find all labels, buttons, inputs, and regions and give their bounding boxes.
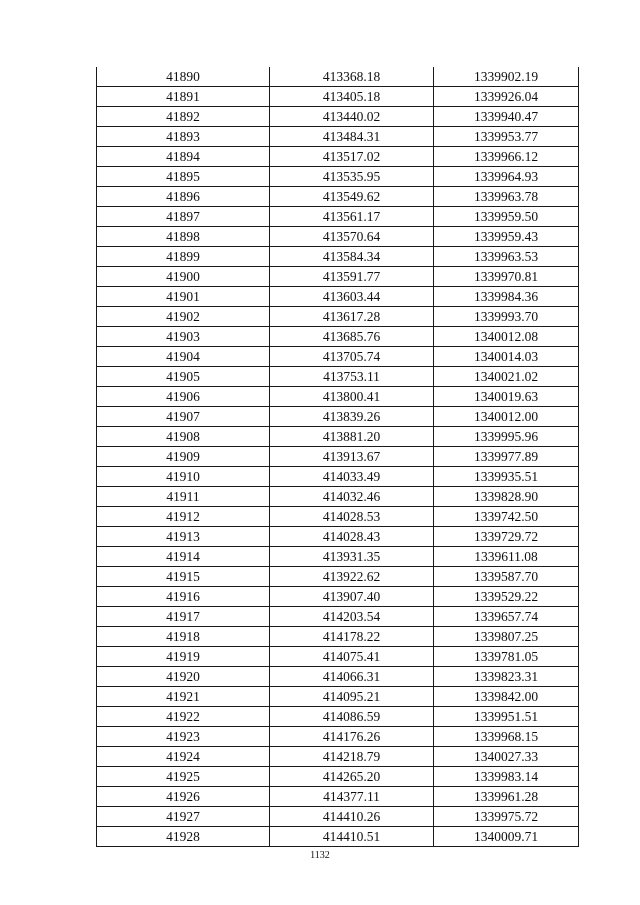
point-id-cell: 41892: [97, 107, 270, 127]
table-row: [97, 467, 579, 487]
table-row: [97, 827, 579, 847]
x-coordinate-cell: 413839.26: [270, 407, 434, 427]
y-coordinate-cell: 1339657.74: [434, 607, 579, 627]
x-coordinate-cell: 414203.54: [270, 607, 434, 627]
table-row: [97, 207, 579, 227]
y-coordinate-cell: 1339959.50: [434, 207, 579, 227]
x-coordinate-cell: 414028.43: [270, 527, 434, 547]
point-id-cell: 41907: [97, 407, 270, 427]
table-row: [97, 487, 579, 507]
table-row: [97, 87, 579, 107]
table-row: [97, 607, 579, 627]
point-id-cell: 41902: [97, 307, 270, 327]
x-coordinate-cell: 413368.18: [270, 67, 434, 87]
point-id-cell: 41924: [97, 747, 270, 767]
y-coordinate-cell: 1340012.08: [434, 327, 579, 347]
x-coordinate-cell: 413800.41: [270, 387, 434, 407]
table-row: [97, 287, 579, 307]
x-coordinate-cell: 414032.46: [270, 487, 434, 507]
x-coordinate-cell: 414410.51: [270, 827, 434, 847]
point-id-cell: 41900: [97, 267, 270, 287]
point-id-cell: 41913: [97, 527, 270, 547]
x-coordinate-cell: 413591.77: [270, 267, 434, 287]
table-row: [97, 527, 579, 547]
table-row: [97, 747, 579, 767]
table-row: [97, 127, 579, 147]
point-id-cell: 41928: [97, 827, 270, 847]
y-coordinate-cell: 1339983.14: [434, 767, 579, 787]
x-coordinate-cell: 413617.28: [270, 307, 434, 327]
point-id-cell: 41918: [97, 627, 270, 647]
x-coordinate-cell: 414086.59: [270, 707, 434, 727]
table-row: [97, 307, 579, 327]
y-coordinate-cell: 1340019.63: [434, 387, 579, 407]
y-coordinate-cell: 1339959.43: [434, 227, 579, 247]
table-row: [97, 447, 579, 467]
x-coordinate-cell: 413753.11: [270, 367, 434, 387]
x-coordinate-cell: 413535.95: [270, 167, 434, 187]
x-coordinate-cell: 414028.53: [270, 507, 434, 527]
table-row: [97, 647, 579, 667]
point-id-cell: 41906: [97, 387, 270, 407]
point-id-cell: 41927: [97, 807, 270, 827]
point-id-cell: 41898: [97, 227, 270, 247]
y-coordinate-cell: 1339781.05: [434, 647, 579, 667]
table-row: [97, 187, 579, 207]
y-coordinate-cell: 1339963.53: [434, 247, 579, 267]
point-id-cell: 41911: [97, 487, 270, 507]
table-row: [97, 807, 579, 827]
x-coordinate-cell: 413484.31: [270, 127, 434, 147]
point-id-cell: 41921: [97, 687, 270, 707]
point-id-cell: 41904: [97, 347, 270, 367]
y-coordinate-cell: 1339968.15: [434, 727, 579, 747]
x-coordinate-cell: 413561.17: [270, 207, 434, 227]
point-id-cell: 41896: [97, 187, 270, 207]
y-coordinate-cell: 1339966.12: [434, 147, 579, 167]
page-number: 1132: [310, 850, 330, 861]
table-row: [97, 627, 579, 647]
y-coordinate-cell: 1339587.70: [434, 567, 579, 587]
x-coordinate-cell: 414265.20: [270, 767, 434, 787]
y-coordinate-cell: 1339975.72: [434, 807, 579, 827]
y-coordinate-cell: 1339529.22: [434, 587, 579, 607]
table-row: [97, 767, 579, 787]
table-row: [97, 267, 579, 287]
x-coordinate-cell: 414410.26: [270, 807, 434, 827]
point-id-cell: 41909: [97, 447, 270, 467]
table-row: [97, 427, 579, 447]
point-id-cell: 41899: [97, 247, 270, 267]
table-row: [97, 327, 579, 347]
y-coordinate-cell: 1340009.71: [434, 827, 579, 847]
table-row: [97, 547, 579, 567]
y-coordinate-cell: 1340012.00: [434, 407, 579, 427]
x-coordinate-cell: 413881.20: [270, 427, 434, 447]
coordinate-table-body: [97, 67, 579, 847]
table-row: [97, 507, 579, 527]
y-coordinate-cell: 1339926.04: [434, 87, 579, 107]
y-coordinate-cell: 1339964.93: [434, 167, 579, 187]
table-row: [97, 227, 579, 247]
x-coordinate-cell: 413931.35: [270, 547, 434, 567]
point-id-cell: 41897: [97, 207, 270, 227]
point-id-cell: 41912: [97, 507, 270, 527]
table-row: [97, 567, 579, 587]
x-coordinate-cell: 413405.18: [270, 87, 434, 107]
x-coordinate-cell: 414095.21: [270, 687, 434, 707]
point-id-cell: 41915: [97, 567, 270, 587]
table-row: [97, 727, 579, 747]
x-coordinate-cell: 413517.02: [270, 147, 434, 167]
point-id-cell: 41922: [97, 707, 270, 727]
table-row: [97, 587, 579, 607]
y-coordinate-cell: 1339729.72: [434, 527, 579, 547]
x-coordinate-cell: 413922.62: [270, 567, 434, 587]
x-coordinate-cell: 413440.02: [270, 107, 434, 127]
x-coordinate-cell: 413584.34: [270, 247, 434, 267]
y-coordinate-cell: 1339611.08: [434, 547, 579, 567]
y-coordinate-cell: 1339935.51: [434, 467, 579, 487]
table-row: [97, 707, 579, 727]
point-id-cell: 41903: [97, 327, 270, 347]
x-coordinate-cell: 413603.44: [270, 287, 434, 307]
table-row: [97, 347, 579, 367]
point-id-cell: 41914: [97, 547, 270, 567]
y-coordinate-cell: 1339951.51: [434, 707, 579, 727]
y-coordinate-cell: 1339977.89: [434, 447, 579, 467]
y-coordinate-cell: 1339970.81: [434, 267, 579, 287]
table-row: [97, 167, 579, 187]
point-id-cell: 41920: [97, 667, 270, 687]
x-coordinate-cell: 413705.74: [270, 347, 434, 367]
x-coordinate-cell: 413907.40: [270, 587, 434, 607]
y-coordinate-cell: 1339842.00: [434, 687, 579, 707]
point-id-cell: 41905: [97, 367, 270, 387]
table-row: [97, 247, 579, 267]
y-coordinate-cell: 1339993.70: [434, 307, 579, 327]
x-coordinate-cell: 414033.49: [270, 467, 434, 487]
x-coordinate-cell: 414178.22: [270, 627, 434, 647]
y-coordinate-cell: 1339902.19: [434, 67, 579, 87]
y-coordinate-cell: 1339963.78: [434, 187, 579, 207]
x-coordinate-cell: 413913.67: [270, 447, 434, 467]
y-coordinate-cell: 1339940.47: [434, 107, 579, 127]
point-id-cell: 41916: [97, 587, 270, 607]
point-id-cell: 41926: [97, 787, 270, 807]
point-id-cell: 41925: [97, 767, 270, 787]
y-coordinate-cell: 1339807.25: [434, 627, 579, 647]
y-coordinate-cell: 1339961.28: [434, 787, 579, 807]
point-id-cell: 41891: [97, 87, 270, 107]
y-coordinate-cell: 1339995.96: [434, 427, 579, 447]
table-row: [97, 387, 579, 407]
y-coordinate-cell: 1339828.90: [434, 487, 579, 507]
x-coordinate-cell: 414218.79: [270, 747, 434, 767]
point-id-cell: 41917: [97, 607, 270, 627]
y-coordinate-cell: 1339742.50: [434, 507, 579, 527]
table-row: [97, 687, 579, 707]
point-id-cell: 41910: [97, 467, 270, 487]
x-coordinate-cell: 414377.11: [270, 787, 434, 807]
point-id-cell: 41908: [97, 427, 270, 447]
x-coordinate-cell: 414075.41: [270, 647, 434, 667]
y-coordinate-cell: 1339953.77: [434, 127, 579, 147]
table-row: [97, 407, 579, 427]
table-row: [97, 367, 579, 387]
table-row: [97, 787, 579, 807]
coordinate-table: [96, 67, 579, 847]
table-row: [97, 107, 579, 127]
x-coordinate-cell: 413685.76: [270, 327, 434, 347]
table-row: [97, 67, 579, 87]
y-coordinate-cell: 1340021.02: [434, 367, 579, 387]
point-id-cell: 41894: [97, 147, 270, 167]
table-row: [97, 667, 579, 687]
x-coordinate-cell: 413549.62: [270, 187, 434, 207]
point-id-cell: 41893: [97, 127, 270, 147]
point-id-cell: 41923: [97, 727, 270, 747]
y-coordinate-cell: 1340027.33: [434, 747, 579, 767]
point-id-cell: 41890: [97, 67, 270, 87]
point-id-cell: 41919: [97, 647, 270, 667]
x-coordinate-cell: 414066.31: [270, 667, 434, 687]
y-coordinate-cell: 1339984.36: [434, 287, 579, 307]
point-id-cell: 41901: [97, 287, 270, 307]
point-id-cell: 41895: [97, 167, 270, 187]
y-coordinate-cell: 1340014.03: [434, 347, 579, 367]
x-coordinate-cell: 414176.26: [270, 727, 434, 747]
y-coordinate-cell: 1339823.31: [434, 667, 579, 687]
table-row: [97, 147, 579, 167]
x-coordinate-cell: 413570.64: [270, 227, 434, 247]
